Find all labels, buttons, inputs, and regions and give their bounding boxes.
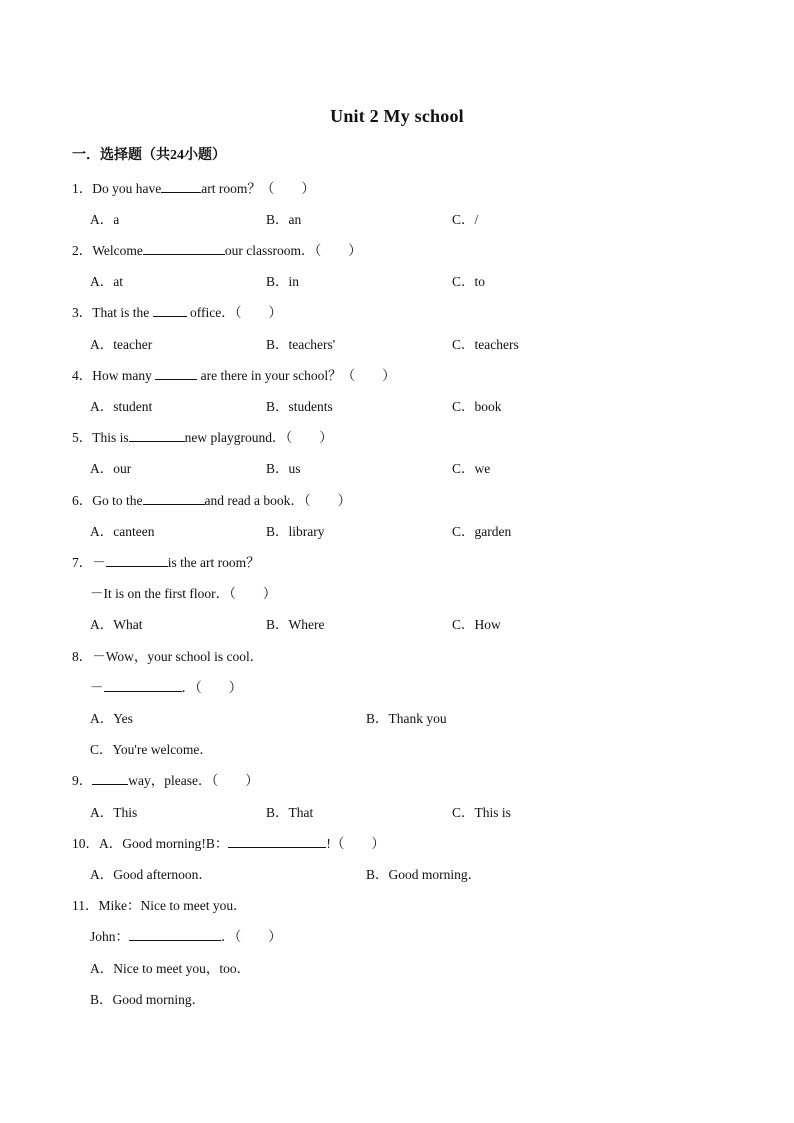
question-7-reply: －It is on the first floor．（ ） [90, 586, 277, 601]
q6-option-b: B．library [266, 524, 325, 539]
question-8-reply [90, 676, 242, 696]
q6-option-c: C．garden [452, 524, 512, 539]
q9-option-a: A．This [90, 805, 138, 820]
q8-option-a: A．Yes [90, 711, 133, 726]
question-3-text-end: office．（ ） [186, 305, 282, 320]
q4-option-a: A．student [90, 399, 153, 414]
question-6 [72, 489, 351, 509]
question-5-text: 5．This is [72, 430, 129, 445]
question-3-text: 3．That is the [72, 305, 153, 320]
q7-option-c: C．How [452, 617, 501, 632]
q5-option-a: A．our [90, 461, 132, 476]
question-6-text-end: and read a book．（ ） [204, 493, 352, 508]
q11-option-b: B．Good morning． [90, 992, 206, 1007]
question-8-reply-end: ．（ ） [181, 680, 243, 695]
q5-option-c: C．we [452, 461, 491, 476]
question-6-text: 6．Go to the [72, 493, 143, 508]
q9-option-c: C．This is [452, 805, 511, 820]
question-7 [72, 551, 260, 571]
question-1-text-end: art room？（ ） [201, 181, 315, 196]
answer-blank [155, 367, 197, 380]
answer-blank [228, 835, 326, 848]
question-4 [72, 364, 396, 384]
q9-option-b: B．That [266, 805, 314, 820]
q7-option-b: B．Where [266, 617, 325, 632]
answer-blank [129, 429, 185, 442]
question-8: 8．－Wow，your school is cool． [72, 649, 264, 664]
q2-option-b: B．in [266, 274, 300, 289]
answer-blank [161, 180, 201, 193]
question-11-reply [90, 925, 282, 945]
question-7-text-end: is the art room？ [167, 555, 260, 570]
q1-option-b: B．an [266, 212, 302, 227]
question-11: 11．Mike：Nice to meet you． [72, 898, 247, 913]
question-5-text-end: new playground．（ ） [184, 430, 333, 445]
question-5 [72, 426, 333, 446]
page-title: Unit 2 My school [330, 106, 464, 126]
q5-option-b: B．us [266, 461, 301, 476]
answer-blank [106, 554, 168, 567]
question-8-reply-dash: － [90, 680, 104, 695]
question-1-text: 1．Do you have [72, 181, 162, 196]
q3-option-a: A．teacher [90, 337, 153, 352]
question-4-text-end: are there in your school？（ ） [197, 368, 396, 383]
question-10-text-end: !（ ） [326, 836, 385, 851]
q2-option-c: C．to [452, 274, 486, 289]
question-2-text-end: our classroom．（ ） [224, 243, 362, 258]
q8-option-b: B．Thank you [366, 711, 447, 726]
q4-option-b: B．students [266, 399, 333, 414]
question-2 [72, 239, 362, 259]
q2-option-a: A．at [90, 274, 123, 289]
q10-option-b: B．Good morning． [366, 867, 482, 882]
q8-option-c: C．You're welcome． [90, 742, 213, 757]
q10-option-a: A．Good afternoon． [90, 867, 212, 882]
q7-option-a: A．What [90, 617, 143, 632]
q3-option-c: C．teachers [452, 337, 519, 352]
q4-option-c: C．book [452, 399, 502, 414]
question-3 [72, 301, 282, 321]
q11-option-a: A．Nice to meet you，too． [90, 961, 251, 976]
q1-option-c: C．/ [452, 212, 479, 227]
question-1 [72, 177, 315, 197]
q3-option-b: B．teachers' [266, 337, 336, 352]
question-7-text: 7．－ [72, 555, 106, 570]
answer-blank [143, 242, 225, 255]
question-10 [72, 832, 385, 852]
answer-blank [92, 772, 128, 785]
q6-option-a: A．canteen [90, 524, 155, 539]
question-11-reply-speaker: John： [90, 929, 130, 944]
question-2-text: 2．Welcome [72, 243, 143, 258]
question-9 [72, 769, 259, 789]
question-9-text-end: way，please．（ ） [128, 773, 259, 788]
question-10-text: 10．A．Good morning!B： [72, 836, 229, 851]
q1-option-a: A．a [90, 212, 120, 227]
question-9-text: 9． [72, 773, 93, 788]
section-heading: 一．选择题（共24小题） [72, 148, 226, 163]
answer-blank [104, 679, 182, 692]
answer-blank [129, 928, 221, 941]
question-4-text: 4．How many [72, 368, 156, 383]
answer-blank [153, 304, 187, 317]
answer-blank [143, 492, 205, 505]
question-11-reply-end: ．（ ） [221, 929, 282, 944]
